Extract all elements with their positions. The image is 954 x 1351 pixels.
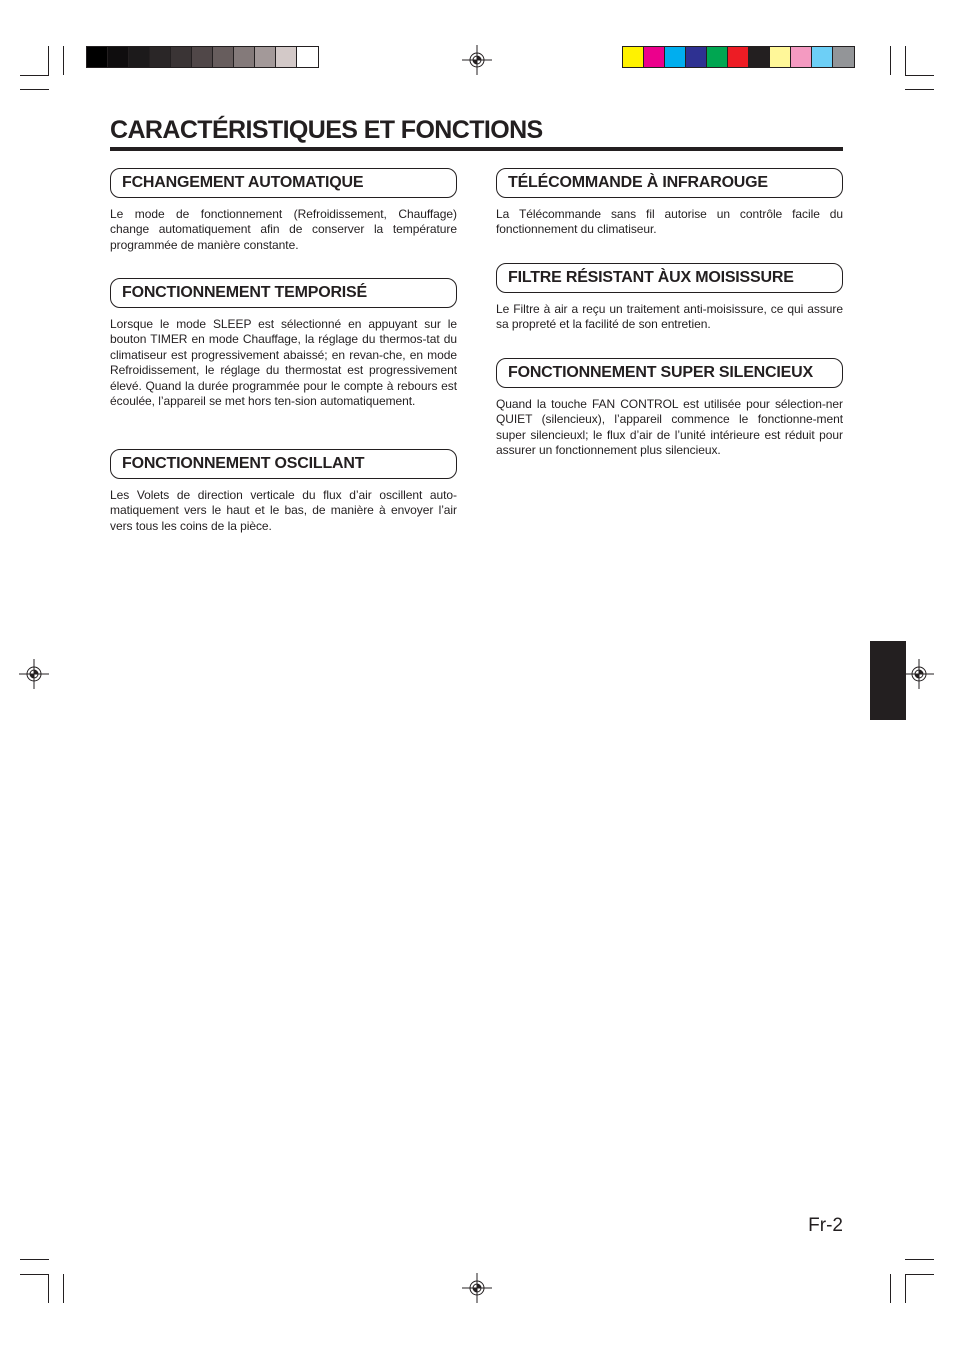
- registration-mark-icon: [462, 1273, 492, 1303]
- color-swatch: [276, 47, 297, 67]
- page-number: Fr-2: [808, 1215, 843, 1236]
- section-text: La Télécommande sans fil autorise un contrôle facile du fonctionnement du climatiseur.: [496, 207, 843, 237]
- section-mildew-filter: [496, 263, 843, 333]
- language-tab-marker: [870, 641, 906, 720]
- section-heading: FCHANGEMENT AUTOMATIQUE: [110, 168, 457, 198]
- section-text: Quand la touche FAN CONTROL est utilisée pour sélection-ner QUIET (silencieux), l’appareil commence le fonctionne-ment super silencieuxl; le flux d’air de l’unité intérieure est réduit pour assurer un fonctionnement plus silencieux.: [496, 397, 843, 458]
- section-heading: FONCTIONNEMENT OSCILLANT: [110, 449, 457, 479]
- color-swatch: [707, 47, 728, 67]
- color-swatch: [686, 47, 707, 67]
- registration-mark-icon: [19, 659, 49, 689]
- section-swing-operation: [110, 449, 457, 534]
- color-swatch: [234, 47, 255, 67]
- section-timer-operation: [110, 278, 457, 409]
- section-text: Les Volets de direction verticale du flux d’air oscillent auto-matiquement vers le haut et le bas, de manière à envoyer l’air vers tous les coins de la pièce.: [110, 488, 457, 533]
- page-title: CARACTÉRISTIQUES ET FONCTIONS: [110, 116, 543, 144]
- color-swatch: [665, 47, 686, 67]
- color-swatch: [108, 47, 129, 67]
- section-heading: FILTRE RÉSISTANT ÀUX MOISISSURE: [496, 263, 843, 293]
- grayscale-color-bar: [86, 46, 319, 68]
- color-swatch: [791, 47, 812, 67]
- section-text: Le Filtre à air a reçu un traitement anti-moisissure, ce qui assure sa propreté et la facilité de son entretien.: [496, 302, 843, 332]
- registration-mark-icon: [904, 659, 934, 689]
- color-swatch: [213, 47, 234, 67]
- section-heading: TÉLÉCOMMANDE À INFRAROUGE: [496, 168, 843, 198]
- color-swatch: [171, 47, 192, 67]
- color-swatch: [728, 47, 749, 67]
- section-heading: FONCTIONNEMENT SUPER SILENCIEUX: [496, 358, 843, 388]
- color-swatch: [150, 47, 171, 67]
- section-text: Lorsque le mode SLEEP est sélectionné en appuyant sur le bouton TIMER en mode Chauffage, la réglage du thermos-tat du climatiseur est progressivement abaissé; en revan-che, en mode Refroidissement, le réglage du thermostat est progressivement élevé. Quand la durée programmée pour le compte à rebours est écoulée, l’appareil se met hors ten-sion automatiquement.: [110, 317, 457, 409]
- color-swatch: [749, 47, 770, 67]
- color-swatch: [297, 47, 318, 67]
- section-auto-changeover: [110, 168, 457, 253]
- color-swatch: [192, 47, 213, 67]
- color-swatch: [255, 47, 276, 67]
- registration-mark-icon: [462, 45, 492, 75]
- section-heading: FONCTIONNEMENT TEMPORISÉ: [110, 278, 457, 308]
- color-swatch: [129, 47, 150, 67]
- color-swatch: [812, 47, 833, 67]
- section-super-quiet: [496, 358, 843, 459]
- title-rule: [110, 147, 843, 151]
- process-color-bar: [622, 46, 855, 68]
- section-text: Le mode de fonctionnement (Refroidissement, Chauffage) change automatiquement afin de conserver la température programmée de manière constante.: [110, 207, 457, 252]
- section-infrared-remote: [496, 168, 843, 238]
- color-swatch: [833, 47, 854, 67]
- color-swatch: [87, 47, 108, 67]
- color-swatch: [770, 47, 791, 67]
- color-swatch: [623, 47, 644, 67]
- color-swatch: [644, 47, 665, 67]
